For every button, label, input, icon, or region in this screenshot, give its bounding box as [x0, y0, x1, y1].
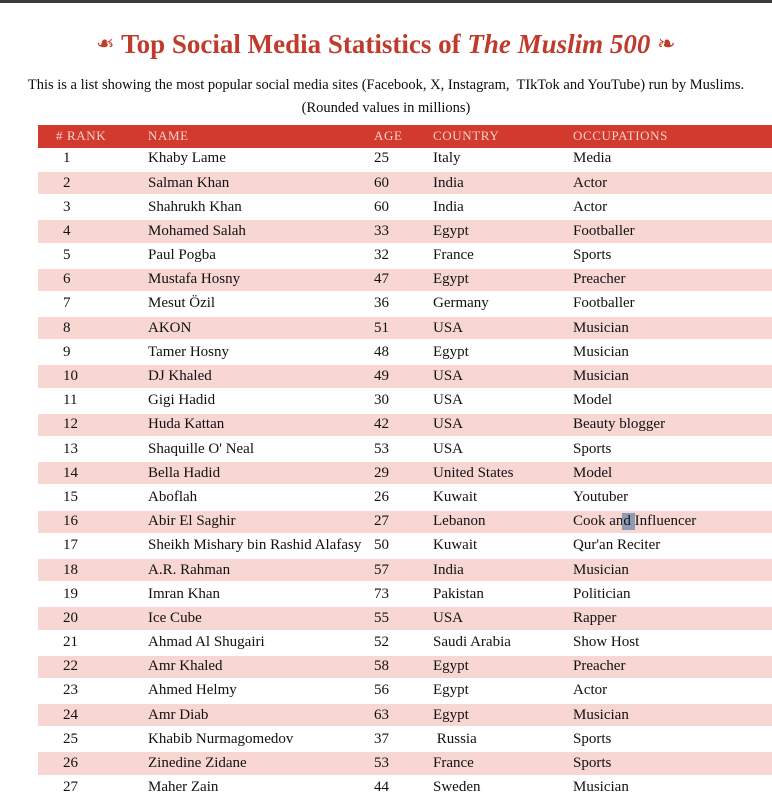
cell-country: Kuwait [433, 488, 478, 505]
cell-country: Egypt [433, 658, 469, 675]
cell-rank: 8 [63, 319, 71, 336]
cell-name: Aboflah [148, 488, 198, 505]
statistics-table [38, 125, 772, 801]
cell-name: Imran Khan [148, 585, 221, 602]
cell-age: 58 [374, 658, 389, 675]
column-header-country: COUNTRY [433, 128, 500, 144]
table-row [38, 559, 772, 583]
cell-rank: 27 [63, 779, 78, 796]
cell-rank: 18 [63, 561, 78, 578]
cell-occupation: Actor [573, 174, 608, 191]
table-row [38, 293, 772, 317]
column-header-occupation: OCCUPATIONS [573, 128, 668, 144]
cell-occupation: Show Host [573, 634, 640, 651]
cell-country: France [433, 247, 474, 264]
cell-name: Sheikh Mishary bin Rashid Alafasy [148, 537, 362, 554]
cell-occupation: Sports [573, 440, 612, 457]
cell-age: 37 [374, 730, 389, 747]
cell-age: 30 [374, 392, 389, 409]
fleuron-right-icon: ❧ [657, 32, 676, 57]
cell-rank: 7 [63, 295, 71, 312]
table-row [38, 607, 772, 631]
subtitle: This is a list showing the most popular social media sites (Facebook, X, Instagram, TIkTok and YouTube) run by Muslims. [27, 77, 745, 94]
cell-name: Abir El Saghir [148, 513, 236, 530]
column-header-age: AGE [374, 128, 403, 144]
cell-country: USA [433, 368, 464, 385]
table-row [38, 511, 772, 535]
cell-occupation: Cook and Influencer [573, 513, 697, 530]
cell-age: 60 [374, 198, 389, 215]
table-row [38, 365, 772, 389]
cell-country: Egypt [433, 222, 469, 239]
cell-occupation: Beauty blogger [573, 416, 666, 433]
cell-country: USA [433, 609, 464, 626]
cell-name: Mesut Özil [148, 295, 216, 312]
cell-country: USA [433, 319, 464, 336]
cell-age: 52 [374, 634, 389, 651]
text-selection-highlight: d [623, 513, 631, 530]
cell-name: Salman Khan [148, 174, 230, 191]
cell-rank: 6 [63, 271, 71, 288]
table-row [38, 777, 772, 801]
cell-age: 56 [374, 682, 389, 699]
cell-country: USA [433, 440, 464, 457]
table-header-row [38, 125, 772, 148]
cell-name: Maher Zain [148, 779, 219, 796]
table-row [38, 317, 772, 341]
table-row [38, 752, 772, 776]
table-row [38, 390, 772, 414]
cell-name: Khaby Lame [148, 150, 226, 167]
table-row [38, 704, 772, 728]
cell-occupation: Musician [573, 319, 629, 336]
cell-age: 47 [374, 271, 389, 288]
cell-age: 55 [374, 609, 389, 626]
table-row [38, 245, 772, 269]
table-row [38, 196, 772, 220]
cell-country: Lebanon [433, 513, 486, 530]
cell-country: Germany [433, 295, 489, 312]
cell-occupation: Preacher [573, 658, 626, 675]
column-header-name: NAME [148, 128, 189, 144]
cell-country: India [433, 561, 464, 578]
cell-name: Mohamed Salah [148, 222, 246, 239]
cell-name: Bella Hadid [148, 464, 221, 481]
cell-occupation: Musician [573, 779, 629, 796]
cell-rank: 24 [63, 706, 78, 723]
cell-rank: 25 [63, 730, 78, 747]
cell-age: 32 [374, 247, 389, 264]
cell-country: France [433, 755, 474, 772]
cell-rank: 26 [63, 755, 78, 772]
cell-country: USA [433, 416, 464, 433]
cell-name: Gigi Hadid [148, 392, 216, 409]
cell-occupation: Footballer [573, 295, 635, 312]
cell-name: Shaquille O' Neal [148, 440, 255, 457]
cell-country: India [433, 198, 464, 215]
cell-occupation: Musician [573, 561, 629, 578]
cell-occupation: Musician [573, 343, 629, 360]
cell-age: 57 [374, 561, 389, 578]
cell-country: Pakistan [433, 585, 484, 602]
cell-rank: 9 [63, 343, 71, 360]
cell-age: 51 [374, 319, 389, 336]
table-row [38, 172, 772, 196]
cell-occupation: Sports [573, 730, 612, 747]
cell-rank: 19 [63, 585, 78, 602]
cell-name: Ahmad Al Shugairi [148, 634, 265, 651]
table-row [38, 680, 772, 704]
cell-country: Kuwait [433, 537, 478, 554]
cell-occupation: Sports [573, 755, 612, 772]
cell-rank: 13 [63, 440, 78, 457]
table-body [38, 148, 772, 801]
cell-occupation: Model [573, 464, 613, 481]
cell-name: A.R. Rahman [148, 561, 231, 578]
cell-name: AKON [148, 319, 192, 336]
cell-occupation: Media [573, 150, 612, 167]
cell-occupation: Youtuber [573, 488, 629, 505]
cell-name: DJ Khaled [148, 368, 212, 385]
table-row [38, 269, 772, 293]
cell-country: Russia [433, 730, 477, 747]
top-border [0, 0, 772, 3]
page-title-text: Top Social Media Statistics of [121, 29, 461, 59]
cell-rank: 1 [63, 150, 71, 167]
cell-name: Khabib Nurmagomedov [148, 730, 294, 747]
table-row [38, 535, 772, 559]
cell-rank: 4 [63, 222, 71, 239]
cell-rank: 5 [63, 247, 71, 264]
cell-rank: 23 [63, 682, 78, 699]
cell-name: Tamer Hosny [148, 343, 230, 360]
table-row [38, 414, 772, 438]
table-row [38, 728, 772, 752]
cell-name: Amr Diab [148, 706, 209, 723]
cell-occupation: Rapper [573, 609, 617, 626]
table-row [38, 462, 772, 486]
table-row [38, 656, 772, 680]
cell-age: 53 [374, 755, 389, 772]
cell-name: Ahmed Helmy [148, 682, 237, 699]
table-row [38, 438, 772, 462]
cell-rank: 17 [63, 537, 78, 554]
cell-rank: 21 [63, 634, 78, 651]
cell-occupation: Actor [573, 198, 608, 215]
cell-name: Amr Khaled [148, 658, 223, 675]
fleuron-left-icon: ❧ [96, 32, 115, 57]
cell-age: 63 [374, 706, 389, 723]
cell-rank: 11 [63, 392, 78, 409]
cell-country: Egypt [433, 682, 469, 699]
cell-occupation: Musician [573, 368, 629, 385]
subtitle-note: (Rounded values in millions) [301, 99, 471, 116]
cell-age: 73 [374, 585, 389, 602]
cell-age: 42 [374, 416, 389, 433]
cell-country: USA [433, 392, 464, 409]
cell-occupation: Footballer [573, 222, 635, 239]
cell-age: 36 [374, 295, 389, 312]
cell-country: Egypt [433, 271, 469, 288]
cell-occupation: Model [573, 392, 613, 409]
cell-country: Italy [433, 150, 461, 167]
cell-rank: 14 [63, 464, 78, 481]
table-row [38, 148, 772, 172]
cell-age: 53 [374, 440, 389, 457]
cell-occupation: Musician [573, 706, 629, 723]
cell-rank: 22 [63, 658, 78, 675]
cell-occupation: Sports [573, 247, 612, 264]
cell-occupation: Politician [573, 585, 631, 602]
cell-name: Zinedine Zidane [148, 755, 247, 772]
cell-occupation: Actor [573, 682, 608, 699]
cell-age: 60 [374, 174, 389, 191]
table-row [38, 583, 772, 607]
cell-rank: 12 [63, 416, 78, 433]
page-title [0, 27, 772, 62]
cell-country: Saudi Arabia [433, 634, 511, 651]
cell-age: 26 [374, 488, 389, 505]
column-header-rank: # RANK [56, 128, 107, 144]
cell-country: India [433, 174, 464, 191]
table-row [38, 341, 772, 365]
cell-age: 27 [374, 513, 389, 530]
cell-name: Ice Cube [148, 609, 202, 626]
cell-age: 44 [374, 779, 389, 796]
cell-rank: 16 [63, 513, 78, 530]
cell-age: 25 [374, 150, 389, 167]
cell-age: 49 [374, 368, 389, 385]
cell-country: Egypt [433, 706, 469, 723]
page-title-italic: The Muslim 500 [467, 29, 651, 59]
cell-country: United States [433, 464, 514, 481]
cell-age: 33 [374, 222, 389, 239]
cell-age: 50 [374, 537, 389, 554]
cell-name: Huda Kattan [148, 416, 225, 433]
cell-rank: 15 [63, 488, 78, 505]
table-row [38, 486, 772, 510]
table-row [38, 220, 772, 244]
cell-rank: 10 [63, 368, 78, 385]
table-row [38, 632, 772, 656]
cell-age: 48 [374, 343, 389, 360]
cell-occupation: Preacher [573, 271, 626, 288]
cell-country: Egypt [433, 343, 469, 360]
cell-rank: 2 [63, 174, 71, 191]
cell-rank: 20 [63, 609, 78, 626]
cell-name: Shahrukh Khan [148, 198, 242, 215]
cell-name: Paul Pogba [148, 247, 216, 264]
cell-name: Mustafa Hosny [148, 271, 241, 288]
cell-age: 29 [374, 464, 389, 481]
cell-occupation: Qur'an Reciter [573, 537, 661, 554]
cell-rank: 3 [63, 198, 71, 215]
cell-country: Sweden [433, 779, 481, 796]
